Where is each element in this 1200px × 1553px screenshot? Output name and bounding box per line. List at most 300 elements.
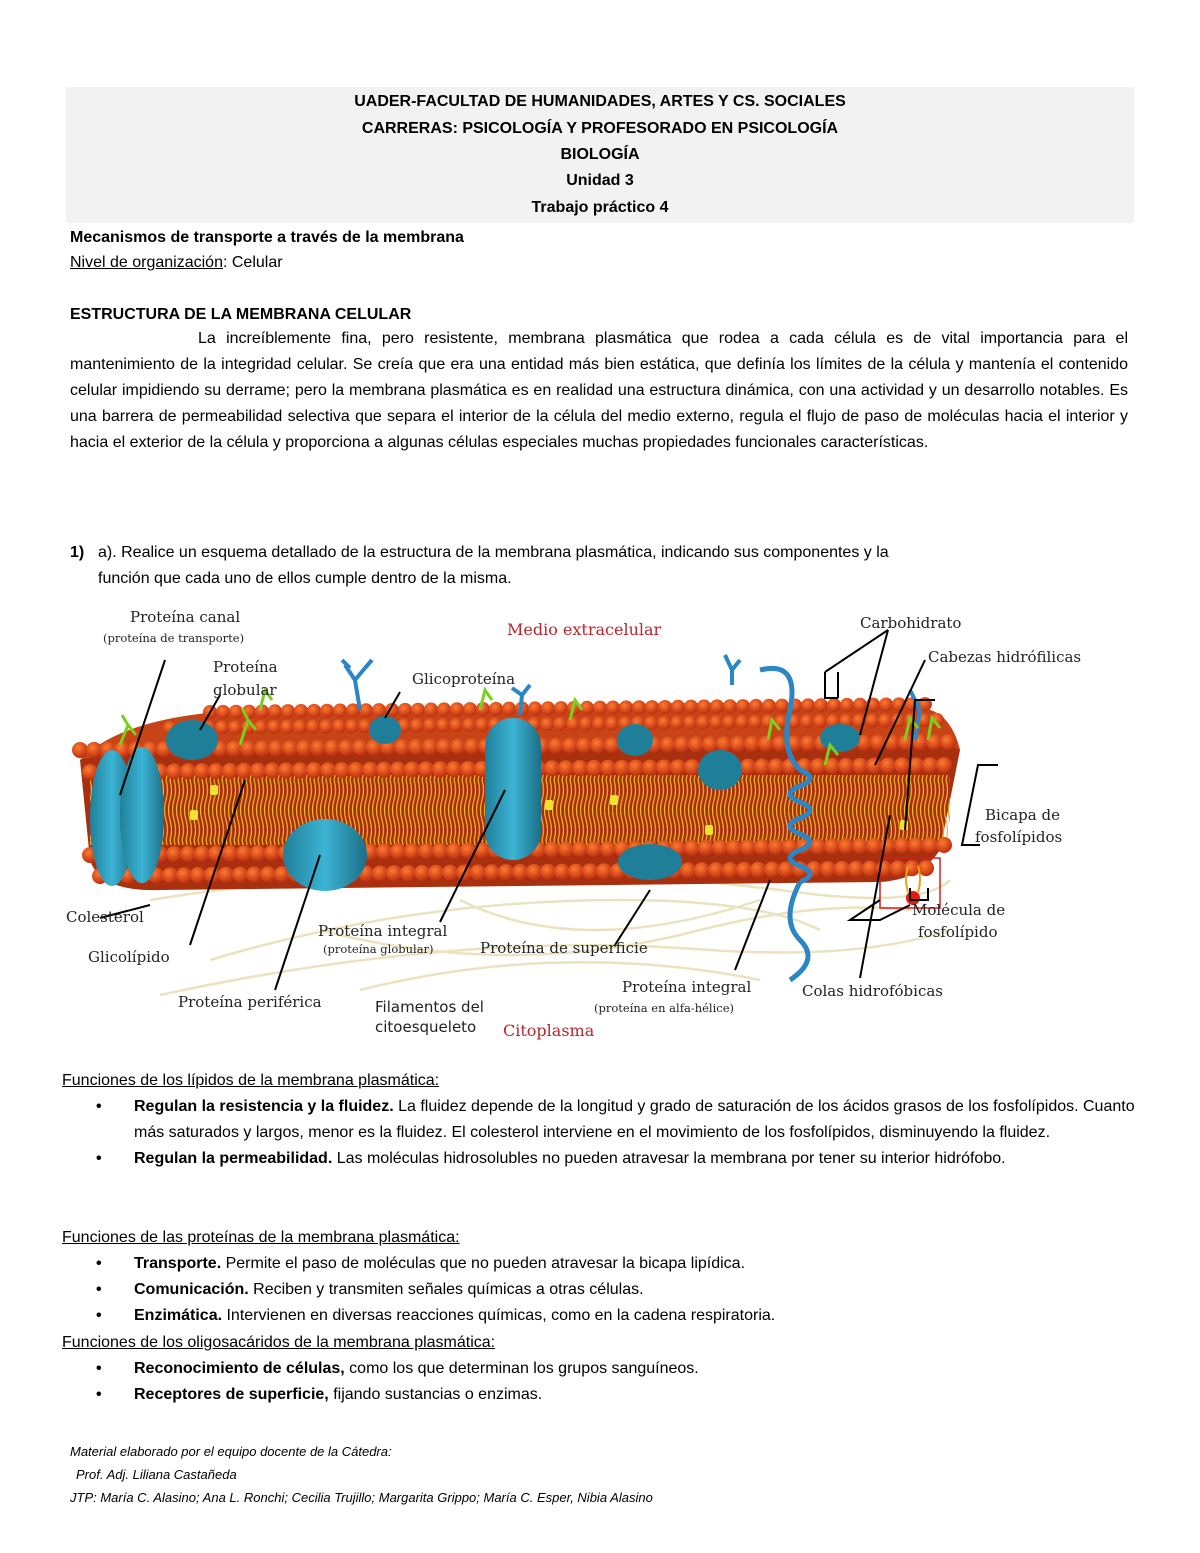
phospholipid-head <box>878 714 892 728</box>
phospholipid-head <box>827 698 841 712</box>
phospholipid-head <box>688 736 704 752</box>
label-phospholipid-2: fosfolípido <box>918 923 998 941</box>
phospholipid-head <box>576 737 592 753</box>
phospholipid-head <box>319 719 333 733</box>
phospholipid-head <box>814 698 828 712</box>
phospholipid-head <box>310 740 326 756</box>
list-item-text: Permite el paso de moléculas que no pueden atravesar la bicapa lipídica. <box>221 1255 746 1272</box>
label-carbohydrate: Carbohidrato <box>860 614 962 632</box>
phospholipid-head <box>474 842 490 858</box>
section-title: ESTRUCTURA DE LA MEMBRANA CELULAR <box>70 306 412 323</box>
phospholipid-head <box>250 763 266 779</box>
phospholipid-head <box>605 716 619 730</box>
phospholipid-head <box>449 718 463 732</box>
phospholipid-head <box>671 700 685 714</box>
list-item-bold: Comunicación. <box>134 1281 249 1298</box>
phospholipid-head <box>596 863 612 879</box>
label-glycolipid: Glicolípido <box>88 948 170 966</box>
phospholipid-head <box>684 840 700 856</box>
phospholipid-head <box>775 699 789 713</box>
label-cytoplasm: Citoplasma <box>503 1021 595 1040</box>
surface-protein <box>618 844 682 880</box>
phospholipid-head <box>544 842 560 858</box>
lipids-title: Funciones de los lípidos de la membrana plasmática: <box>62 1072 440 1089</box>
phospholipid-head <box>579 717 593 731</box>
phospholipid-head <box>558 841 574 857</box>
label-peripheral-protein: Proteína periférica <box>178 993 322 1011</box>
phospholipid-head <box>600 760 616 776</box>
label-bilayer-2: fosfolípidos <box>975 828 1063 846</box>
phospholipid-head <box>749 699 763 713</box>
phospholipid-head <box>498 864 514 880</box>
lipids-list <box>96 1094 1136 1172</box>
topic-title: Mecanismos de transporte a través de la membrana <box>70 229 464 246</box>
phospholipid-head <box>645 700 659 714</box>
phospholipid-head <box>800 714 814 728</box>
phospholipid-head <box>281 704 295 718</box>
phospholipid-head <box>215 720 229 734</box>
globular-protein-2 <box>617 724 653 756</box>
phospholipid-head <box>526 864 542 880</box>
oligo-list <box>96 1356 1136 1408</box>
phospholipid-head <box>194 763 210 779</box>
footer-line-2: Prof. Adj. Liliana Castañeda <box>76 1467 237 1482</box>
phospholipid-head <box>376 762 392 778</box>
phospholipid-head <box>684 700 698 714</box>
membrane-diagram <box>60 600 1120 1050</box>
phospholipid-head <box>894 838 910 854</box>
phospholipid-head <box>236 763 252 779</box>
phospholipid-head <box>333 704 347 718</box>
phospholipid-head <box>709 715 723 729</box>
phospholipid-head <box>362 762 378 778</box>
phospholipid-head <box>670 759 686 775</box>
phospholipid-head <box>810 838 826 854</box>
phospholipid-head <box>410 718 424 732</box>
list-item-bold: Reconocimiento de células, <box>134 1360 345 1377</box>
phospholipid-head <box>593 701 607 715</box>
label-filaments-1: Filamentos del <box>375 998 484 1016</box>
phospholipid-head <box>332 719 346 733</box>
list-item <box>96 1251 1136 1277</box>
proteins-title: Funciones de las proteínas de la membrana plasmática: <box>62 1229 460 1246</box>
phospholipid-head <box>656 759 672 775</box>
phospholipid-head <box>232 867 248 883</box>
organization-level-value: : Celular <box>222 254 283 271</box>
phospholipid-head <box>254 720 268 734</box>
bullet: • <box>96 1150 102 1167</box>
globular-protein-4 <box>820 724 860 752</box>
intro-paragraph <box>70 326 1128 456</box>
phospholipid-head <box>820 861 836 877</box>
list-item-bold: Receptores de superficie, <box>134 1386 329 1403</box>
phospholipid-head <box>166 846 182 862</box>
phospholipid-head <box>726 839 742 855</box>
list-item <box>96 1382 1136 1408</box>
phospholipid-head <box>735 715 749 729</box>
phospholipid-head <box>658 700 672 714</box>
phospholipid-head <box>180 763 196 779</box>
phospholipid-head <box>254 740 270 756</box>
list-item-text: La fluidez depende de la longitud y grado de saturación de los ácidos grasos de los fosfolípidos. Cuanto más saturados y largos, menor es la fluidez. El colesterol interviene en el movimiento de los fosfolípidos, disminuyendo la fluidez. <box>134 1098 1135 1141</box>
phospholipid-head <box>879 697 893 711</box>
phospholipid-head <box>320 762 336 778</box>
label-phospholipid-1: Molécula de <box>912 901 1006 919</box>
phospholipid-head <box>229 705 243 719</box>
list-item <box>96 1356 1136 1382</box>
phospholipid-head <box>264 763 280 779</box>
bullet: • <box>96 1386 102 1403</box>
phospholipid-head <box>694 862 710 878</box>
phospholipid-head <box>628 760 644 776</box>
phospholipid-head <box>708 862 724 878</box>
phospholipid-head <box>722 862 738 878</box>
phospholipid-head <box>936 757 952 773</box>
phospholipid-head <box>372 865 388 881</box>
phospholipid-head <box>411 703 425 717</box>
phospholipid-head <box>801 698 815 712</box>
phospholipid-head <box>306 720 320 734</box>
footer-line-3: JTP: María C. Alasino; Ana L. Ronchi; Cecilia Trujillo; Margarita Grippo; María C. Esper, Nibia Alasino <box>70 1490 653 1505</box>
phospholipid-head <box>208 763 224 779</box>
question-number: 1) <box>70 544 85 561</box>
phospholipid-head <box>502 702 516 716</box>
phospholipid-head <box>236 845 252 861</box>
phospholipid-head <box>320 704 334 718</box>
globular-protein-3 <box>698 750 742 790</box>
phospholipid-head <box>619 700 633 714</box>
phospholipid-head <box>422 739 438 755</box>
phospholipid-head <box>642 759 658 775</box>
list-item-text: Las moléculas hidrosolubles no pueden atravesar la membrana por tener su interior hidrófobo. <box>332 1150 1006 1167</box>
phospholipid-head <box>683 716 697 730</box>
phospholipid-head <box>463 702 477 716</box>
phospholipid-head <box>754 839 770 855</box>
label-integral-protein-2-sub: (proteína en alfa-hélice) <box>594 1001 734 1015</box>
phospholipid-head <box>541 701 555 715</box>
phospholipid-head <box>296 740 312 756</box>
label-integral-protein-1: Proteína integral <box>318 922 448 940</box>
phospholipid-head <box>372 703 386 717</box>
phospholipid-head <box>554 701 568 715</box>
phospholipid-head <box>800 735 816 751</box>
phospholipid-head <box>338 740 354 756</box>
phospholipid-head <box>250 845 266 861</box>
phospholipid-head <box>414 865 430 881</box>
phospholipid-head <box>72 742 88 758</box>
phospholipid-head <box>398 703 412 717</box>
phospholipid-head <box>558 760 574 776</box>
glycoprotein-body <box>369 716 401 744</box>
header-practical: Trabajo práctico 4 <box>531 199 669 216</box>
label-hydrophilic-heads: Cabezas hidrófilicas <box>928 648 1082 666</box>
phospholipid-head <box>744 736 760 752</box>
phospholipid-head <box>712 840 728 856</box>
phospholipid-head <box>437 702 451 716</box>
phospholipid-head <box>702 736 718 752</box>
label-glycoprotein: Glicoproteína <box>412 670 516 688</box>
footer-credits <box>70 1440 653 1509</box>
phospholipid-head <box>464 738 480 754</box>
phospholipid-head <box>408 739 424 755</box>
peripheral-protein <box>283 819 367 891</box>
phospholipid-head <box>436 718 450 732</box>
label-globular-protein-2: globular <box>213 681 277 699</box>
phospholipid-head <box>710 699 724 713</box>
phospholipid-head <box>268 740 284 756</box>
phospholipid-head <box>698 840 714 856</box>
list-item <box>96 1277 1136 1303</box>
phospholipid-head <box>758 736 774 752</box>
phospholipid-head <box>554 864 570 880</box>
phospholipid-head <box>840 698 854 712</box>
phospholipid-head <box>572 841 588 857</box>
phospholipid-head <box>218 867 234 883</box>
phospholipid-head <box>606 701 620 715</box>
phospholipid-head <box>294 704 308 718</box>
channel-protein-2 <box>120 747 164 883</box>
phospholipid-head <box>240 740 256 756</box>
phospholipid-head <box>572 760 588 776</box>
phospholipid-head <box>442 865 458 881</box>
integral-protein-globular <box>485 718 541 860</box>
list-item-text: Intervienen en diversas reacciones químicas, como en la cadena respiratoria. <box>222 1307 776 1324</box>
phospholipid-head <box>190 867 206 883</box>
phospholipid-head <box>376 844 392 860</box>
phospholipid-head <box>722 715 736 729</box>
header-institution: UADER-FACULTAD DE HUMANIDADES, ARTES Y CS. SOCIALES <box>354 93 846 110</box>
phospholipid-head <box>418 761 434 777</box>
phospholipid-head <box>908 837 924 853</box>
label-cholesterol: Colesterol <box>66 908 144 926</box>
phospholipid-head <box>428 865 444 881</box>
phospholipid-head <box>292 762 308 778</box>
phospholipid-head <box>600 841 616 857</box>
phospholipid-head <box>446 761 462 777</box>
header-unit: Unidad 3 <box>566 172 634 189</box>
phospholipid-head <box>280 720 294 734</box>
phospholipid-head <box>166 763 182 779</box>
phospholipid-head <box>278 762 294 778</box>
label-hydrophobic-tails: Colas hidrofóbicas <box>802 982 943 1000</box>
phospholipid-head <box>936 837 952 853</box>
phospholipid-head <box>740 839 756 855</box>
phospholipid-head <box>922 757 938 773</box>
phospholipid-head <box>180 846 196 862</box>
phospholipid-head <box>432 761 448 777</box>
phospholipid-head <box>400 865 416 881</box>
bullet: • <box>96 1360 102 1377</box>
phospholipid-head <box>548 738 564 754</box>
phospholipid-head <box>586 760 602 776</box>
bullet: • <box>96 1255 102 1272</box>
globular-protein <box>166 720 218 760</box>
phospholipid-head <box>614 760 630 776</box>
phospholipid-head <box>475 718 489 732</box>
phospholipid-head <box>352 739 368 755</box>
phospholipid-head <box>716 736 732 752</box>
phospholipid-head <box>660 737 676 753</box>
phospholipid-head <box>810 758 826 774</box>
phospholipid-head <box>222 845 238 861</box>
phospholipid-head <box>890 860 906 876</box>
label-channel-protein: Proteína canal <box>130 608 241 626</box>
label-integral-protein-2: Proteína integral <box>622 978 752 996</box>
phospholipid-head <box>813 714 827 728</box>
phospholipid-head <box>306 762 322 778</box>
phospholipid-head <box>307 704 321 718</box>
phospholipid-head <box>768 758 784 774</box>
list-item <box>96 1094 1136 1146</box>
list-item-bold: Regulan la permeabilidad. <box>134 1150 333 1167</box>
phospholipid-head <box>838 758 854 774</box>
phospholipid-head <box>736 699 750 713</box>
bullet: • <box>96 1307 102 1324</box>
phospholipid-head <box>390 762 406 778</box>
phospholipid-head <box>824 838 840 854</box>
phospholipid-head <box>260 866 276 882</box>
phospholipid-head <box>562 737 578 753</box>
label-bilayer-1: Bicapa de <box>985 806 1060 824</box>
phospholipid-head <box>697 700 711 714</box>
list-item-bold: Regulan la resistencia y la fluidez. <box>134 1098 394 1115</box>
phospholipid-head <box>424 703 438 717</box>
phospholipid-head <box>834 861 850 877</box>
phospholipid-head <box>162 867 178 883</box>
phospholipid-head <box>670 716 684 730</box>
phospholipid-head <box>848 861 864 877</box>
phospholipid-head <box>762 699 776 713</box>
phospholipid-head <box>866 758 882 774</box>
phospholipid-head <box>866 838 882 854</box>
phospholipid-head <box>394 739 410 755</box>
phospholipid-head <box>460 761 476 777</box>
label-integral-protein-1-sub: (proteína globular) <box>323 942 434 956</box>
list-item-bold: Enzimática. <box>134 1307 223 1324</box>
phospholipid-head <box>404 761 420 777</box>
list-item-text: como los que determinan los grupos sanguíneos. <box>344 1360 699 1377</box>
organization-level-label: Nivel de organización <box>70 254 223 271</box>
phospholipid-head <box>264 845 280 861</box>
phospholipid-head <box>582 863 598 879</box>
phospholipid-head <box>880 758 896 774</box>
phospholipid-head <box>450 739 466 755</box>
phospholipid-head <box>730 736 746 752</box>
phospholipid-head <box>894 757 910 773</box>
phospholipid-head <box>768 839 784 855</box>
phospholipid-head <box>566 717 580 731</box>
list-item-bold: Transporte. <box>134 1255 222 1272</box>
phospholipid-head <box>684 759 700 775</box>
bullet: • <box>96 1098 102 1115</box>
phospholipid-head <box>674 736 690 752</box>
oligo-title: Funciones de los oligosacáridos de la membrana plasmática: <box>62 1334 496 1351</box>
phospholipid-head <box>544 760 560 776</box>
phospholipid-head <box>592 717 606 731</box>
phospholipid-head <box>852 838 868 854</box>
question-text-cont: función que cada uno de ellos cumple dentro de la misma. <box>98 570 512 587</box>
footer-line-1: Material elaborado por el equipo docente de la Cátedra: <box>70 1444 392 1459</box>
phospholipid-head <box>723 699 737 713</box>
phospholipid-head <box>267 720 281 734</box>
phospholipid-head <box>484 864 500 880</box>
phospholipid-head <box>194 846 210 862</box>
question-1 <box>70 540 1128 592</box>
phospholipid-head <box>246 867 262 883</box>
phospholipid-head <box>528 701 542 715</box>
phospholipid-head <box>470 864 486 880</box>
phospholipid-head <box>446 843 462 859</box>
phospholipid-head <box>423 718 437 732</box>
list-item <box>96 1146 1136 1172</box>
phospholipid-head <box>222 763 238 779</box>
label-globular-protein-1: Proteína <box>213 658 278 676</box>
phospholipid-head <box>632 700 646 714</box>
list-item-text: Reciben y transmiten señales químicas a otras células. <box>248 1281 644 1298</box>
phospholipid-head <box>489 702 503 716</box>
phospholipid-head <box>86 742 102 758</box>
phospholipid-head <box>460 843 476 859</box>
question-text: a). Realice un esquema detallado de la estructura de la membrana plasmática, indicando sus componentes y la <box>98 544 889 561</box>
label-filaments-2: citoesqueleto <box>375 1018 477 1036</box>
phospholipid-head <box>404 843 420 859</box>
cytoskeleton-filaments <box>150 872 950 995</box>
phospholipid-head <box>293 720 307 734</box>
phospholipid-head <box>750 862 766 878</box>
phospholipid-head <box>432 843 448 859</box>
phospholipid-head <box>657 716 671 730</box>
phospholipid-head <box>838 838 854 854</box>
phospholipid-head <box>324 740 340 756</box>
phospholipid-head <box>436 739 452 755</box>
phospholipid-head <box>512 864 528 880</box>
phospholipid-head <box>390 843 406 859</box>
phospholipid-head <box>680 862 696 878</box>
phospholipid-head <box>345 719 359 733</box>
phospholipid-head <box>540 864 556 880</box>
phospholipid-head <box>568 863 584 879</box>
phospholipid-head <box>696 715 710 729</box>
phospholipid-head <box>862 861 878 877</box>
phospholipid-head <box>268 704 282 718</box>
phospholipid-head <box>853 698 867 712</box>
label-channel-protein-sub: (proteína de transporte) <box>103 631 245 645</box>
phospholipid-head <box>852 758 868 774</box>
phospholipid-head <box>216 705 230 719</box>
phospholipid-head <box>386 865 402 881</box>
phospholipid-head <box>865 714 879 728</box>
phospholipid-head <box>586 841 602 857</box>
phospholipid-head <box>754 759 770 775</box>
phospholipid-head <box>418 843 434 859</box>
phospholipid-head <box>748 715 762 729</box>
phospholipid-head <box>462 718 476 732</box>
phospholipid-head <box>228 720 242 734</box>
phospholipid-head <box>176 867 192 883</box>
phospholipid-head <box>590 737 606 753</box>
phospholipid-head <box>540 717 554 731</box>
header-subject: BIOLOGÍA <box>560 146 640 163</box>
proteins-list <box>96 1251 1136 1329</box>
phospholipid-head <box>334 762 350 778</box>
phospholipid-head <box>736 862 752 878</box>
list-item <box>96 1303 1136 1329</box>
phospholipid-head <box>282 740 298 756</box>
phospholipid-head <box>922 837 938 853</box>
label-extracellular: Medio extracelular <box>507 620 662 639</box>
phospholipid-head <box>450 702 464 716</box>
phospholipid-head <box>764 862 780 878</box>
